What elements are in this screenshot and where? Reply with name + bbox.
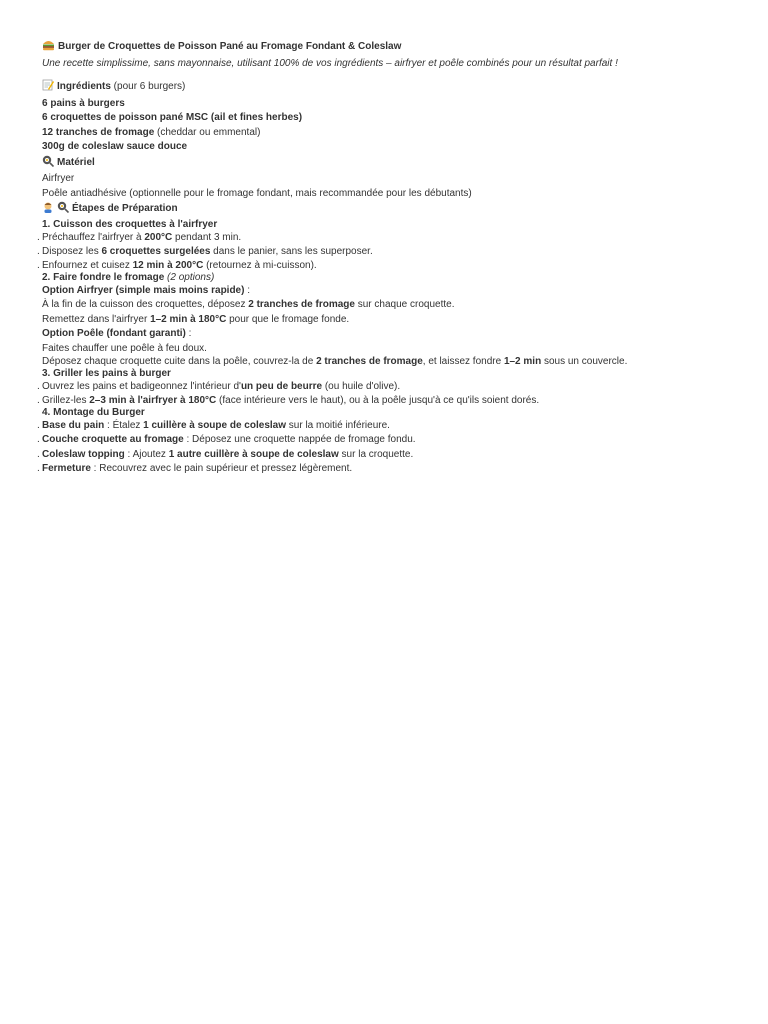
ingredient-name: 6 croquettes de poisson pané MSC (ail et fines herbes) xyxy=(42,112,303,123)
recipe-title: Burger de Croquettes de Poisson Pané au Fromage Fondant & Coleslaw xyxy=(58,41,402,52)
steps-heading: Étapes de Préparation xyxy=(72,203,178,214)
step-line: Remettez dans l'airfryer 1–2 min à 180°C pour que le fromage fonde. xyxy=(42,313,350,325)
step-line: . Couche croquette au fromage : Déposez une croquette nappée de fromage fondu. xyxy=(42,433,742,448)
step-title-note: (2 options) xyxy=(164,271,215,283)
material-heading: Matériel xyxy=(57,156,95,168)
ingredient-item xyxy=(42,126,742,141)
steps-heading-row xyxy=(42,201,742,219)
ingredient-item xyxy=(42,140,742,155)
step-line: À la fin de la cuisson des croquettes, déposez 2 tranches de fromage sur chaque croquette. xyxy=(42,299,455,310)
step-line: . Base du pain : Étalez 1 cuillère à soupe de coleslaw sur la moitié inférieure. xyxy=(42,419,742,434)
option-title-row: Option Poêle (fondant garanti) : xyxy=(42,328,192,339)
step-line: . Grillez-les 2–3 min à l'airfryer à 180°C (face intérieure vers le haut), ou à la poêle jusqu'à ce qu'ils soient dorés. xyxy=(42,395,742,407)
step-line: . Coleslaw topping : Ajoutez 1 autre cuillère à soupe de coleslaw sur la croquette. xyxy=(42,448,742,463)
ingredients-heading: Ingrédients xyxy=(57,81,111,92)
step-line: . Préchauffez l'airfryer à 200°C pendant 3 min. xyxy=(42,231,742,246)
step-line: Faites chauffer une poêle à feu doux. xyxy=(42,342,207,354)
ingredient-name: 12 tranches de fromage xyxy=(42,126,155,138)
ingredient-name: 300g de coleslaw sauce douce xyxy=(42,141,188,152)
ingredient-item xyxy=(42,111,742,126)
step-line: Déposez chaque croquette cuite dans la poêle, couvrez-la de 2 tranches de fromage, et laissez fondre 1–2 min sous un couvercle. xyxy=(42,356,628,367)
cook-icon xyxy=(42,201,54,219)
ingredient-detail: (cheddar ou emmental) xyxy=(154,126,261,138)
ingredient-item xyxy=(42,97,742,112)
ingredients-note: (pour 6 burgers) xyxy=(110,81,186,92)
step-line: . Fermeture : Recouvrez avec le pain supérieur et pressez légèrement. xyxy=(42,462,742,477)
recipe-subtitle: Une recette simplissime, sans mayonnaise, utilisant 100% de vos ingrédients – airfryer et poêle combinés pour un résultat parfait ! xyxy=(42,57,618,69)
step-title: 2. Faire fondre le fromage xyxy=(42,271,165,283)
ingredient-name: 6 pains à burgers xyxy=(42,97,125,109)
material-heading-row xyxy=(42,155,742,173)
frying-pan-icon xyxy=(57,201,69,219)
step-title: 3. Griller les pains à burger xyxy=(42,368,171,379)
material-item: Poêle antiadhésive (optionnelle pour le fromage fondant, mais recommandée pour les débutants) xyxy=(42,187,472,199)
option-title: Option Poêle (fondant garanti) xyxy=(42,328,186,339)
ingredients-heading-row xyxy=(42,79,742,97)
burger-icon xyxy=(42,39,55,57)
step-title: 1. Cuisson des croquettes à l'airfryer xyxy=(42,218,218,230)
frying-pan-icon xyxy=(42,155,54,173)
step-line: . Ouvrez les pains et badigeonnez l'intérieur d'un peu de beurre (ou huile d'olive). xyxy=(42,380,742,395)
recipe-title-row xyxy=(42,39,742,57)
option-title: Option Airfryer (simple mais moins rapide) xyxy=(42,284,245,296)
memo-icon xyxy=(42,79,54,97)
step-line: . Disposez les 6 croquettes surgelées dans le panier, sans les superposer. xyxy=(42,245,742,260)
step-title: 4. Montage du Burger xyxy=(42,406,145,418)
step-title-row xyxy=(42,272,742,284)
option-title-row: Option Airfryer (simple mais moins rapide) : xyxy=(42,284,251,296)
material-item: Airfryer xyxy=(42,173,75,184)
step-line: . Enfournez et cuisez 12 min à 200°C (retournez à mi-cuisson). xyxy=(42,260,742,272)
recipe-document xyxy=(42,39,742,477)
